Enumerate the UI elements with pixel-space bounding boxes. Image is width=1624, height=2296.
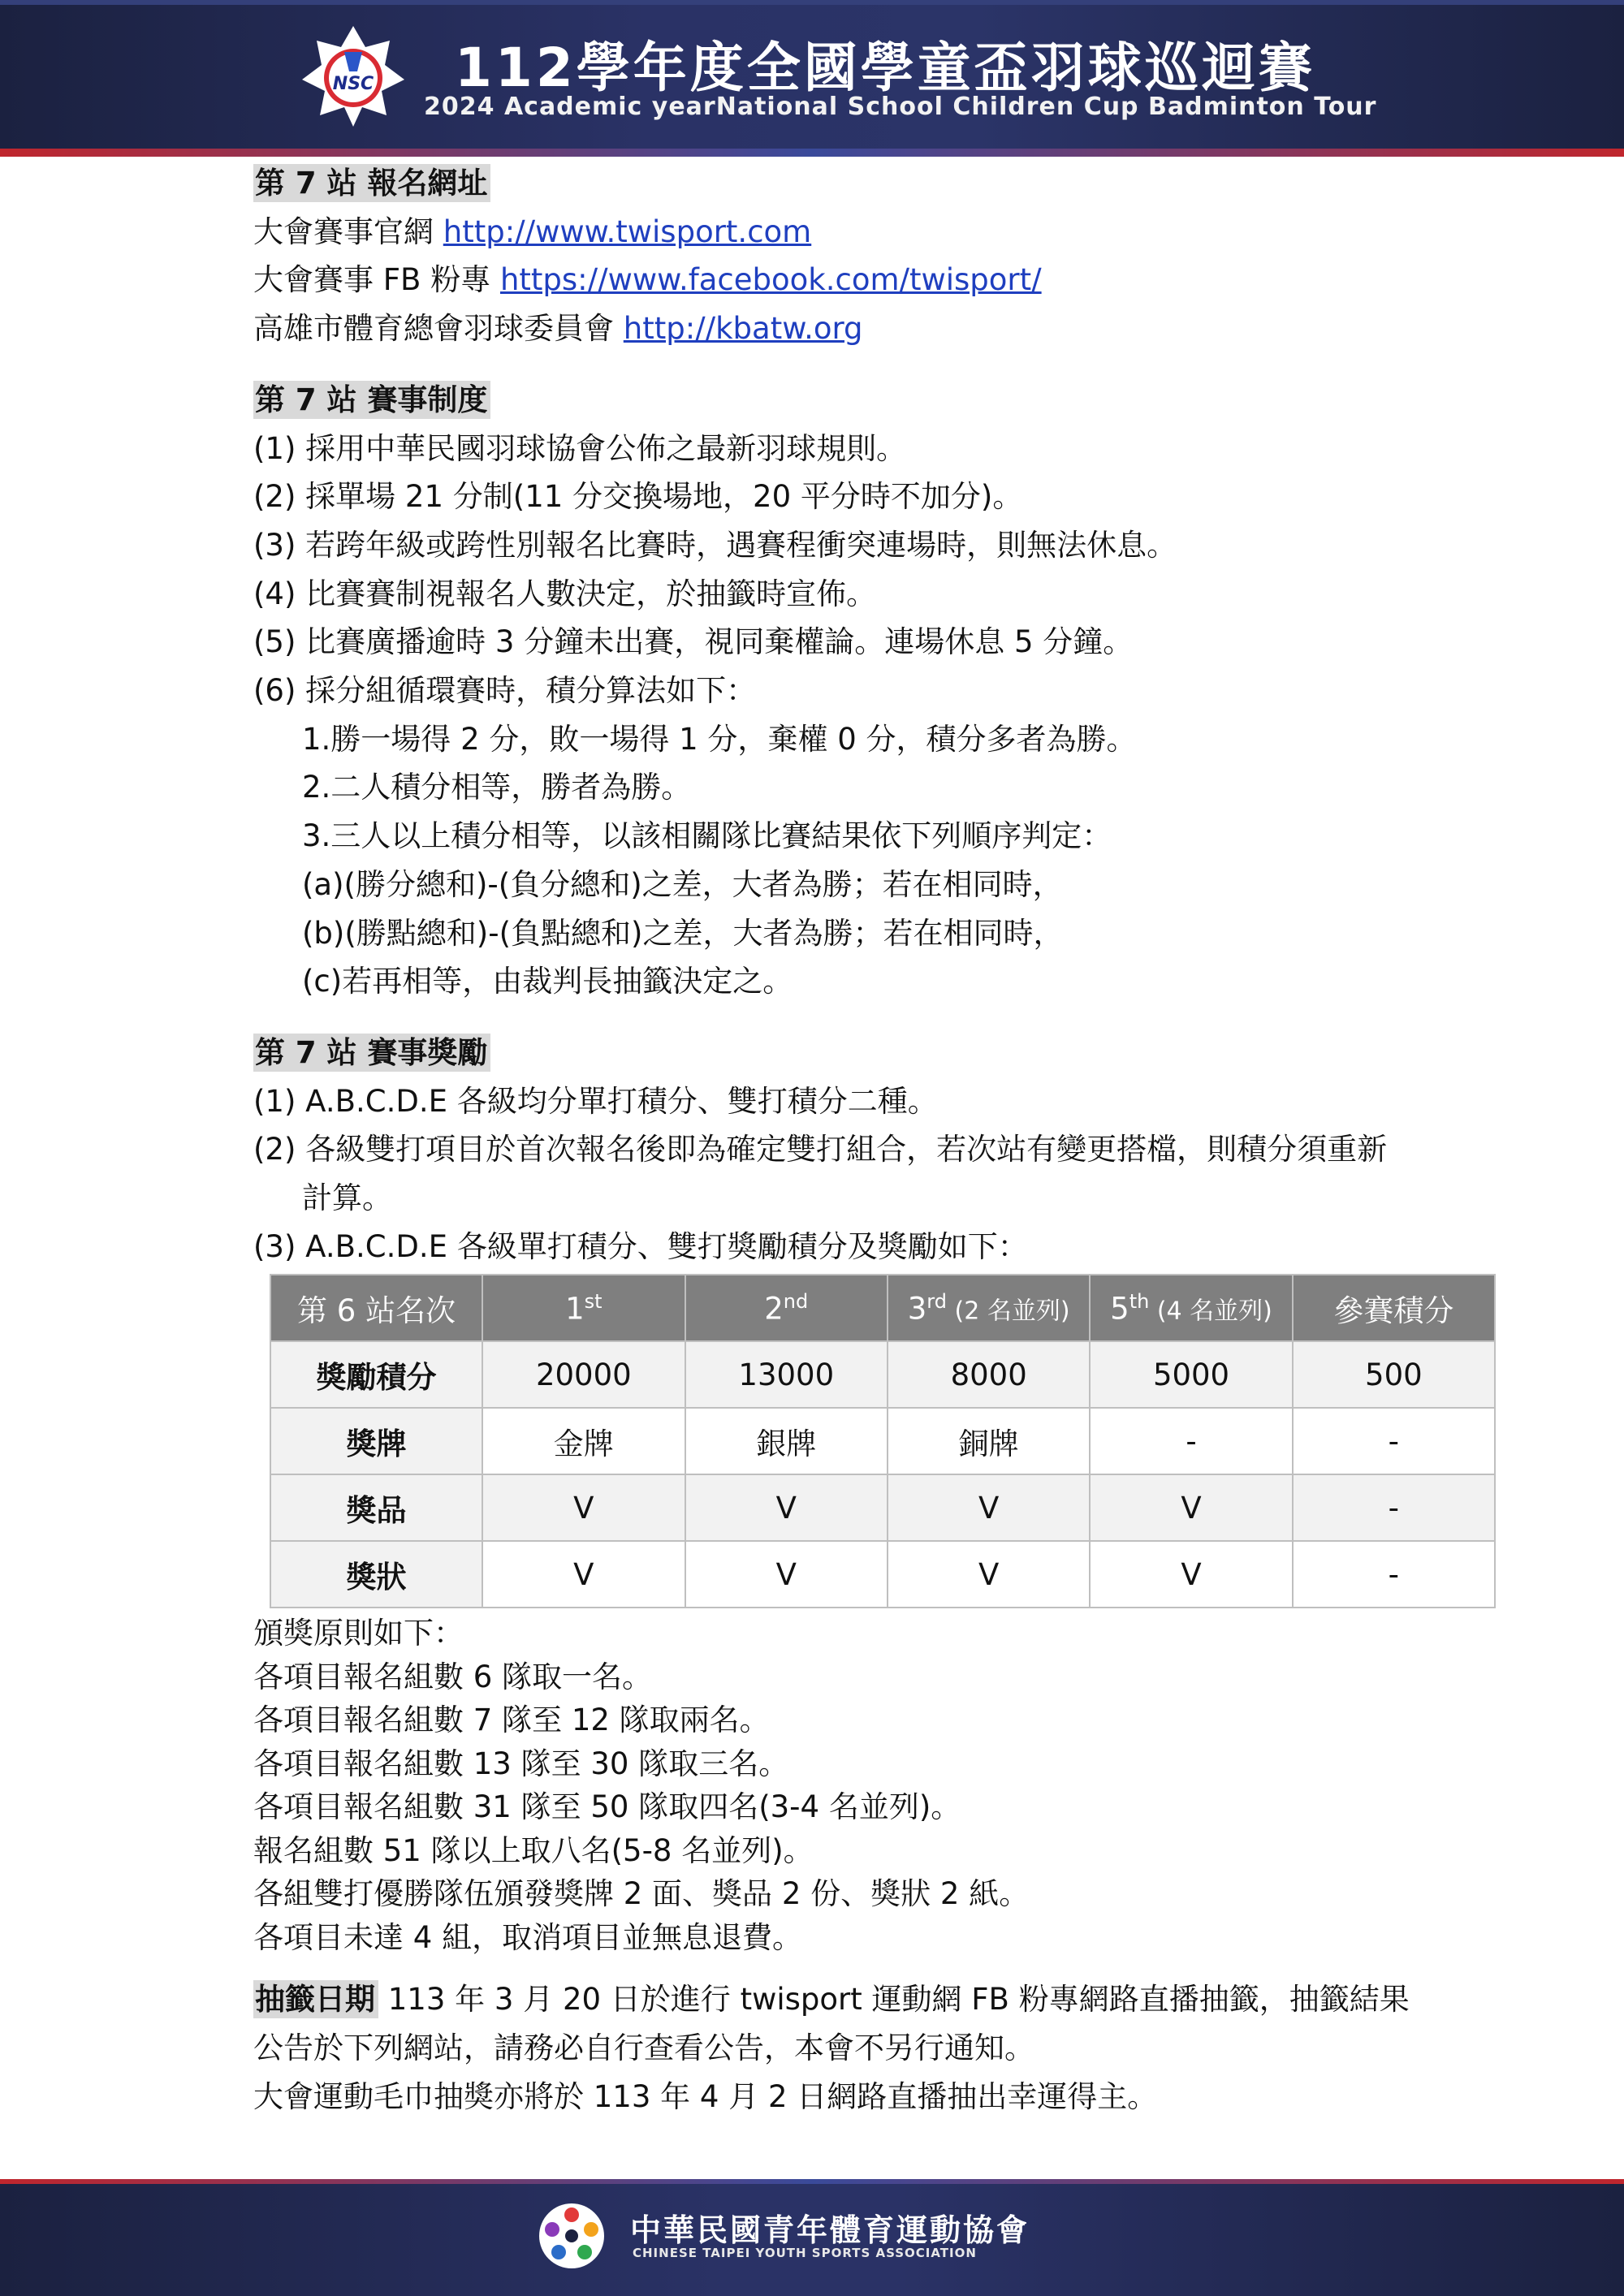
table-row xyxy=(270,1341,1495,1408)
award-item: (2) 各級雙打項目於首次報名後即為確定雙打組合，若次站有變更搭檔，則積分須重新 xyxy=(253,1132,1388,1167)
header-banner xyxy=(0,0,1624,157)
link-line: 大會賽事 FB 粉專 https://www.facebook.com/twisport/ xyxy=(253,262,1042,298)
table-cell: 500 xyxy=(1293,1341,1495,1408)
draw-line: 大會運動毛巾抽獎亦將於 113 年 4 月 2 日網路直播抽出幸運得主。 xyxy=(253,2078,1158,2114)
table-header-cell: 參賽積分 xyxy=(1293,1275,1495,1341)
rule-item: (1) 採用中華民國羽球協會公佈之最新羽球規則。 xyxy=(253,430,907,466)
table-cell: V xyxy=(1090,1474,1292,1541)
document-body xyxy=(253,159,1496,2121)
official-site-link[interactable]: http://www.twisport.com xyxy=(443,214,812,249)
draw-label: 抽籤日期 xyxy=(253,1980,378,2018)
rule-sub-item: (a)(勝分總和)-(負分總和)之差，大者為勝；若在相同時， xyxy=(302,866,1063,902)
table-cell: 8000 xyxy=(888,1341,1090,1408)
award-table xyxy=(270,1274,1496,1608)
table-cell: 5000 xyxy=(1090,1341,1292,1408)
footer-subtitle: CHINESE TAIPEI YOUTH SPORTS ASSOCIATION xyxy=(633,2246,977,2260)
table-header-row xyxy=(270,1275,1495,1341)
link-line: 大會賽事官網 http://www.twisport.com xyxy=(253,214,812,249)
page-title: 112學年度全國學童盃羽球巡迴賽 xyxy=(455,37,1315,99)
rule-item: (3) 若跨年級或跨性別報名比賽時，遇賽程衝突連場時，則無法休息。 xyxy=(253,527,1177,563)
footer-top-stripe xyxy=(0,2179,1624,2184)
rule-sub-item: 1.勝一場得 2 分，敗一場得 1 分，棄權 0 分，積分多者為勝。 xyxy=(302,721,1137,757)
draw-line: 公告於下列網站，請務必自行查看公告，本會不另行通知。 xyxy=(253,2031,1034,2066)
rule-sub-item: (c)若再相等，由裁判長抽籤決定之。 xyxy=(302,964,793,999)
association-logo-icon xyxy=(538,2202,606,2270)
table-row-label: 獎勵積分 xyxy=(270,1341,482,1408)
rule-item: (5) 比賽廣播逾時 3 分鐘未出賽，視同棄權論。連場休息 5 分鐘。 xyxy=(253,624,1134,660)
table-cell: - xyxy=(1090,1408,1292,1474)
page-subtitle: 2024 Academic yearNational School Children Cup Badminton Tour xyxy=(424,93,1377,121)
rule-sub-item: (b)(勝點總和)-(負點總和)之差，大者為勝；若在相同時， xyxy=(302,915,1064,951)
award-principle: 各項目報名組數 7 隊至 12 隊取兩名。 xyxy=(253,1703,770,1738)
award-item: (1) A.B.C.D.E 各級均分單打積分、雙打積分二種。 xyxy=(253,1083,938,1119)
award-item: (3) A.B.C.D.E 各級單打積分、雙打獎勵積分及獎勵如下： xyxy=(253,1228,1028,1264)
table-cell: 銀牌 xyxy=(685,1408,888,1474)
header-stripe xyxy=(0,0,1624,5)
table-cell: - xyxy=(1293,1408,1495,1474)
table-row xyxy=(270,1474,1495,1541)
rules-heading: 第 7 站 賽事制度 xyxy=(253,376,1496,425)
draw-line: 抽籤日期 113 年 3 月 20 日於進行 twisport 運動網 FB 粉專網路直播抽籤，抽籤結果 xyxy=(255,1982,1410,2018)
svg-text:NSC: NSC xyxy=(332,74,374,94)
table-cell: 銅牌 xyxy=(888,1408,1090,1474)
rule-item: (4) 比賽賽制視報名人數決定，於抽籤時宣佈。 xyxy=(253,576,877,611)
award-principle: 各項目報名組數 31 隊至 50 隊取四名(3-4 名並列)。 xyxy=(253,1789,961,1825)
table-header-cell: 2nd xyxy=(685,1275,888,1341)
award-principle: 各組雙打優勝隊伍頒發獎牌 2 面、獎品 2 份、獎狀 2 紙。 xyxy=(253,1876,1030,1912)
table-header-cell: 3rd (2 名並列) xyxy=(888,1275,1090,1341)
award-principle: 各項目報名組數 13 隊至 30 隊取三名。 xyxy=(253,1746,789,1781)
nsc-logo-icon xyxy=(300,23,406,128)
table-header-cell: 1st xyxy=(482,1275,685,1341)
table-cell: V xyxy=(482,1474,685,1541)
table-row xyxy=(270,1541,1495,1608)
table-cell: V xyxy=(685,1474,888,1541)
award-principle: 各項目報名組數 6 隊取一名。 xyxy=(253,1659,653,1694)
table-row-label: 獎品 xyxy=(270,1474,482,1541)
award-principle: 報名組數 51 隊以上取八名(5-8 名並列)。 xyxy=(253,1832,814,1868)
facebook-link[interactable]: https://www.facebook.com/twisport/ xyxy=(499,262,1042,298)
link-line: 高雄市體育總會羽球委員會 http://kbatw.org xyxy=(253,311,863,347)
rule-item: (6) 採分組循環賽時，積分算法如下： xyxy=(253,673,757,709)
table-cell: V xyxy=(888,1474,1090,1541)
kbatw-link[interactable]: http://kbatw.org xyxy=(623,311,863,347)
header-bottom-stripe xyxy=(0,149,1624,157)
award-principle: 頒獎原則如下： xyxy=(253,1616,464,1651)
table-header-cell: 第 6 站名次 xyxy=(270,1275,482,1341)
footer-title: 中華民國青年體育運動協會 xyxy=(630,2212,1030,2248)
rule-item: (2) 採單場 21 分制(11 分交換場地，20 平分時不加分)。 xyxy=(253,479,1023,515)
rule-sub-item: 3.三人以上積分相等，以該相關隊比賽結果依下列順序判定： xyxy=(302,818,1112,854)
table-cell: V xyxy=(888,1541,1090,1608)
table-cell: 13000 xyxy=(685,1341,888,1408)
table-cell: - xyxy=(1293,1474,1495,1541)
footer-banner xyxy=(0,2179,1624,2296)
awards-heading: 第 7 站 賽事獎勵 xyxy=(253,1029,1496,1077)
table-cell: V xyxy=(482,1541,685,1608)
award-item-continued: 計算。 xyxy=(302,1180,392,1216)
table-row-label: 獎狀 xyxy=(270,1541,482,1608)
award-principle: 各項目未達 4 組，取消項目並無息退費。 xyxy=(253,1919,803,1955)
table-row xyxy=(270,1408,1495,1474)
registration-heading: 第 7 站 報名網址 xyxy=(253,159,1496,208)
table-cell: 20000 xyxy=(482,1341,685,1408)
table-cell: 金牌 xyxy=(482,1408,685,1474)
table-cell: V xyxy=(1090,1541,1292,1608)
table-header-cell: 5th (4 名並列) xyxy=(1090,1275,1292,1341)
table-row-label: 獎牌 xyxy=(270,1408,482,1474)
table-cell: V xyxy=(685,1541,888,1608)
table-cell: - xyxy=(1293,1541,1495,1608)
rule-sub-item: 2.二人積分相等，勝者為勝。 xyxy=(302,770,692,805)
